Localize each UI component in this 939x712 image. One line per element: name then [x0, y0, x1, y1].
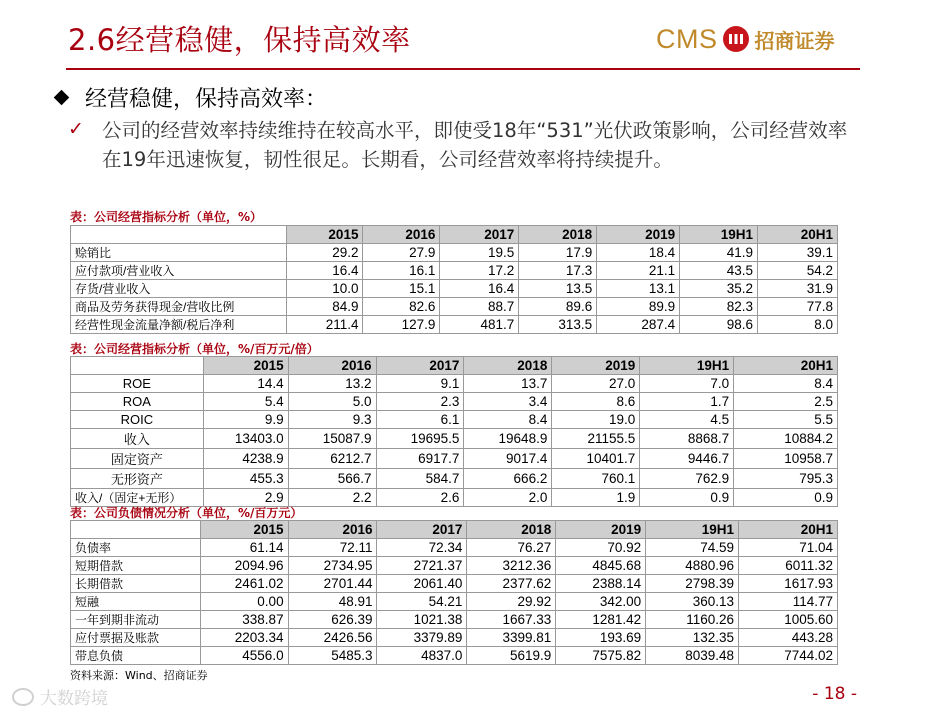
table2-caption: 表：公司经营指标分析（单位，%/百万元/倍）: [70, 342, 319, 356]
table-cell: 13.2: [288, 375, 376, 393]
table-cell: 98.6: [680, 316, 758, 334]
table2-header-cell: 2018: [464, 357, 552, 375]
watermark: [12, 684, 108, 709]
table-cell: 6011.32: [739, 557, 838, 575]
row-label: 固定资产: [71, 449, 204, 469]
table-cell: 2798.39: [646, 575, 739, 593]
table-cell: 8.0: [758, 316, 838, 334]
table1-header-cell: 19H1: [680, 226, 758, 244]
table-cell: 0.9: [640, 489, 734, 507]
table-cell: 2734.95: [288, 557, 377, 575]
table-row: [71, 280, 838, 298]
table-cell: 455.3: [203, 469, 288, 489]
table-cell: 89.9: [597, 298, 680, 316]
bullet-text: 经营稳健，保持高效率：: [85, 87, 328, 112]
table-cell: 89.6: [519, 298, 597, 316]
row-label: 存货/营业收入: [71, 280, 287, 298]
table-cell: 6.1: [376, 411, 464, 429]
row-label: ROA: [71, 393, 204, 411]
table-row: [71, 375, 838, 393]
table-cell: 77.8: [758, 298, 838, 316]
table-cell: 2094.96: [200, 557, 288, 575]
table-cell: 10401.7: [552, 449, 640, 469]
table-cell: 14.4: [203, 375, 288, 393]
table3-caption: 表：公司负债情况分析（单位，%/百万元）: [70, 506, 303, 520]
table1-header-cell: 20H1: [758, 226, 838, 244]
table-row: [71, 316, 838, 334]
table-cell: 10958.7: [734, 449, 838, 469]
table-cell: 760.1: [552, 469, 640, 489]
row-label: 长期借款: [71, 575, 201, 593]
table3-header-cell: 2015: [200, 521, 288, 539]
table-cell: 27.9: [363, 244, 440, 262]
table-cell: 71.04: [739, 539, 838, 557]
table-cell: 211.4: [286, 316, 363, 334]
table1-header-cell: 2017: [440, 226, 519, 244]
row-label: 收入/（固定+无形）: [71, 489, 204, 507]
table-cell: 2.9: [203, 489, 288, 507]
table-cell: 6212.7: [288, 449, 376, 469]
row-label: 应付款项/营业收入: [71, 262, 287, 280]
table-cell: 443.28: [739, 629, 838, 647]
table-cell: 342.00: [556, 593, 646, 611]
table-cell: 1281.42: [556, 611, 646, 629]
table-cell: 2.6: [376, 489, 464, 507]
table3-header-row: [71, 521, 838, 539]
source-note: 资料来源：Wind、招商证券: [70, 669, 208, 682]
table-row: [71, 244, 838, 262]
row-label: 经营性现金流量净额/税后净利: [71, 316, 287, 334]
table-cell: 19648.9: [464, 429, 552, 449]
cms-logo: [656, 22, 835, 56]
table2-header-cell: [71, 357, 204, 375]
watermark-logo-icon: [12, 688, 34, 706]
table-cell: 1160.26: [646, 611, 739, 629]
table3-header-cell: 2016: [288, 521, 377, 539]
table-cell: 61.14: [200, 539, 288, 557]
table-cell: 3212.36: [467, 557, 556, 575]
table2: [70, 356, 838, 507]
table-cell: 132.35: [646, 629, 739, 647]
logo-badge-graphic: [727, 32, 745, 46]
table3-header-cell: 2019: [556, 521, 646, 539]
table-cell: 4.5: [640, 411, 734, 429]
table-cell: 2377.62: [467, 575, 556, 593]
table3-header-cell: [71, 521, 201, 539]
table-row: [71, 429, 838, 449]
table-cell: 19.0: [552, 411, 640, 429]
table-cell: 15087.9: [288, 429, 376, 449]
table-cell: 15.1: [363, 280, 440, 298]
table-row: [71, 449, 838, 469]
table-cell: 3399.81: [467, 629, 556, 647]
check-paragraph: [68, 116, 868, 174]
table-row: [71, 298, 838, 316]
table-cell: 1021.38: [377, 611, 467, 629]
row-label: 无形资产: [71, 469, 204, 489]
table2-header-cell: 19H1: [640, 357, 734, 375]
table-cell: 7.0: [640, 375, 734, 393]
table-cell: 0.9: [734, 489, 838, 507]
table3-header-cell: 20H1: [739, 521, 838, 539]
table-cell: 7744.02: [739, 647, 838, 665]
row-label: 赊销比: [71, 244, 287, 262]
table1-header-row: [71, 226, 838, 244]
table-cell: 48.91: [288, 593, 377, 611]
table-cell: 4556.0: [200, 647, 288, 665]
table-cell: 18.4: [597, 244, 680, 262]
table2-header-cell: 2017: [376, 357, 464, 375]
table-cell: 3379.89: [377, 629, 467, 647]
table-cell: 313.5: [519, 316, 597, 334]
table-cell: 9.9: [203, 411, 288, 429]
table-row: [71, 611, 838, 629]
table3-header-cell: 2018: [467, 521, 556, 539]
table-cell: 13403.0: [203, 429, 288, 449]
table-cell: 88.7: [440, 298, 519, 316]
table1-header-cell: 2019: [597, 226, 680, 244]
table-cell: 2426.56: [288, 629, 377, 647]
table-cell: 39.1: [758, 244, 838, 262]
table-cell: 626.39: [288, 611, 377, 629]
table-cell: 2061.40: [377, 575, 467, 593]
title-divider: [66, 68, 860, 70]
table-cell: 82.3: [680, 298, 758, 316]
table1-header-cell: 2018: [519, 226, 597, 244]
table-cell: 8.4: [464, 411, 552, 429]
table1-header-cell: 2015: [286, 226, 363, 244]
table-cell: 31.9: [758, 280, 838, 298]
table-cell: 8039.48: [646, 647, 739, 665]
row-label: 负债率: [71, 539, 201, 557]
table-cell: 72.34: [377, 539, 467, 557]
table-cell: 2461.02: [200, 575, 288, 593]
table-row: [71, 393, 838, 411]
table-cell: 5485.3: [288, 647, 377, 665]
table-cell: 16.4: [440, 280, 519, 298]
table2-header-cell: 2019: [552, 357, 640, 375]
table-cell: 4238.9: [203, 449, 288, 469]
row-label: ROIC: [71, 411, 204, 429]
row-label: 短融: [71, 593, 201, 611]
table-cell: 584.7: [376, 469, 464, 489]
paragraph-text: 公司的经营效率持续维持在较高水平，即使受18年“531”光伏政策影响，公司经营效率在19年迅速恢复，韧性很足。长期看，公司经营效率将持续提升。: [102, 119, 848, 171]
table-cell: 13.7: [464, 375, 552, 393]
table-cell: 4845.68: [556, 557, 646, 575]
table-cell: 9.1: [376, 375, 464, 393]
table-row: [71, 629, 838, 647]
table-cell: 1667.33: [467, 611, 556, 629]
table-cell: 8.6: [552, 393, 640, 411]
table1: [70, 225, 838, 334]
table-cell: 127.9: [363, 316, 440, 334]
table-cell: 84.9: [286, 298, 363, 316]
table-cell: 19.5: [440, 244, 519, 262]
table-cell: 5619.9: [467, 647, 556, 665]
table-cell: 1.9: [552, 489, 640, 507]
table-cell: 2.0: [464, 489, 552, 507]
table-cell: 5.5: [734, 411, 838, 429]
table3: [70, 520, 838, 665]
row-label: 短期借款: [71, 557, 201, 575]
table-cell: 16.1: [363, 262, 440, 280]
table-cell: 360.13: [646, 593, 739, 611]
slide-title: 2.6经营稳健，保持高效率: [68, 23, 411, 57]
table-cell: 72.11: [288, 539, 377, 557]
table-cell: 287.4: [597, 316, 680, 334]
row-label: 商品及劳务获得现金/营收比例: [71, 298, 287, 316]
table1-header-cell: 2016: [363, 226, 440, 244]
table-cell: 566.7: [288, 469, 376, 489]
table-cell: 17.2: [440, 262, 519, 280]
table-cell: 2.2: [288, 489, 376, 507]
table-cell: 8.4: [734, 375, 838, 393]
table-cell: 1.7: [640, 393, 734, 411]
table-cell: 9.3: [288, 411, 376, 429]
table-cell: 29.92: [467, 593, 556, 611]
table-cell: 21.1: [597, 262, 680, 280]
table-cell: 2.3: [376, 393, 464, 411]
table-cell: 35.2: [680, 280, 758, 298]
table2-header-cell: 2015: [203, 357, 288, 375]
table-cell: 481.7: [440, 316, 519, 334]
table-cell: 2701.44: [288, 575, 377, 593]
logo-badge-icon: [723, 26, 749, 52]
row-label: 一年到期非流动: [71, 611, 201, 629]
logo-cms-text: CMS: [656, 23, 718, 54]
table3-header-cell: 19H1: [646, 521, 739, 539]
table-cell: 82.6: [363, 298, 440, 316]
table-cell: 4880.96: [646, 557, 739, 575]
table-row: [71, 539, 838, 557]
table-cell: 10884.2: [734, 429, 838, 449]
page-number: - 18 -: [812, 684, 857, 704]
table-cell: 666.2: [464, 469, 552, 489]
diamond-bullet-icon: [54, 90, 70, 106]
table-cell: 2721.37: [377, 557, 467, 575]
table-row: [71, 411, 838, 429]
table-cell: 795.3: [734, 469, 838, 489]
table-cell: 2388.14: [556, 575, 646, 593]
watermark-text: 大数跨境: [40, 689, 108, 709]
table2-header-row: [71, 357, 838, 375]
table1-caption: 表：公司经营指标分析（单位，%）: [70, 210, 263, 224]
table-cell: 13.1: [597, 280, 680, 298]
table-cell: 9446.7: [640, 449, 734, 469]
table-cell: 338.87: [200, 611, 288, 629]
table-cell: 7575.82: [556, 647, 646, 665]
table-cell: 2203.34: [200, 629, 288, 647]
table-cell: 17.3: [519, 262, 597, 280]
table-cell: 5.0: [288, 393, 376, 411]
table-cell: 1005.60: [739, 611, 838, 629]
table-row: [71, 469, 838, 489]
logo-cn-text: 招商证券: [754, 28, 835, 53]
table-cell: 3.4: [464, 393, 552, 411]
table-cell: 29.2: [286, 244, 363, 262]
table2-header-cell: 2016: [288, 357, 376, 375]
table-cell: 2.5: [734, 393, 838, 411]
table3-header-cell: 2017: [377, 521, 467, 539]
bullet-heading: [56, 82, 327, 113]
table-cell: 54.2: [758, 262, 838, 280]
table-cell: 76.27: [467, 539, 556, 557]
row-label: 收入: [71, 429, 204, 449]
table-cell: 13.5: [519, 280, 597, 298]
table-cell: 16.4: [286, 262, 363, 280]
table-cell: 70.92: [556, 539, 646, 557]
table-cell: 762.9: [640, 469, 734, 489]
table1-header-cell: [71, 226, 287, 244]
table-cell: 4837.0: [377, 647, 467, 665]
table-row: [71, 575, 838, 593]
table-cell: 74.59: [646, 539, 739, 557]
table-cell: 193.69: [556, 629, 646, 647]
table-row: [71, 557, 838, 575]
checkmark-icon: ✓: [68, 118, 84, 140]
table2-header-cell: 20H1: [734, 357, 838, 375]
table-cell: 6917.7: [376, 449, 464, 469]
table-cell: 9017.4: [464, 449, 552, 469]
table-cell: 54.21: [377, 593, 467, 611]
table-row: [71, 647, 838, 665]
table-cell: 41.9: [680, 244, 758, 262]
table-cell: 21155.5: [552, 429, 640, 449]
table-cell: 114.77: [739, 593, 838, 611]
table-cell: 27.0: [552, 375, 640, 393]
row-label: 应付票据及账款: [71, 629, 201, 647]
table-cell: 43.5: [680, 262, 758, 280]
row-label: 带息负债: [71, 647, 201, 665]
table-cell: 5.4: [203, 393, 288, 411]
table-row: [71, 262, 838, 280]
table-cell: 10.0: [286, 280, 363, 298]
table-cell: 0.00: [200, 593, 288, 611]
table-cell: 8868.7: [640, 429, 734, 449]
table-cell: 17.9: [519, 244, 597, 262]
row-label: ROE: [71, 375, 204, 393]
table-cell: 19695.5: [376, 429, 464, 449]
table-cell: 1617.93: [739, 575, 838, 593]
table-row: [71, 593, 838, 611]
